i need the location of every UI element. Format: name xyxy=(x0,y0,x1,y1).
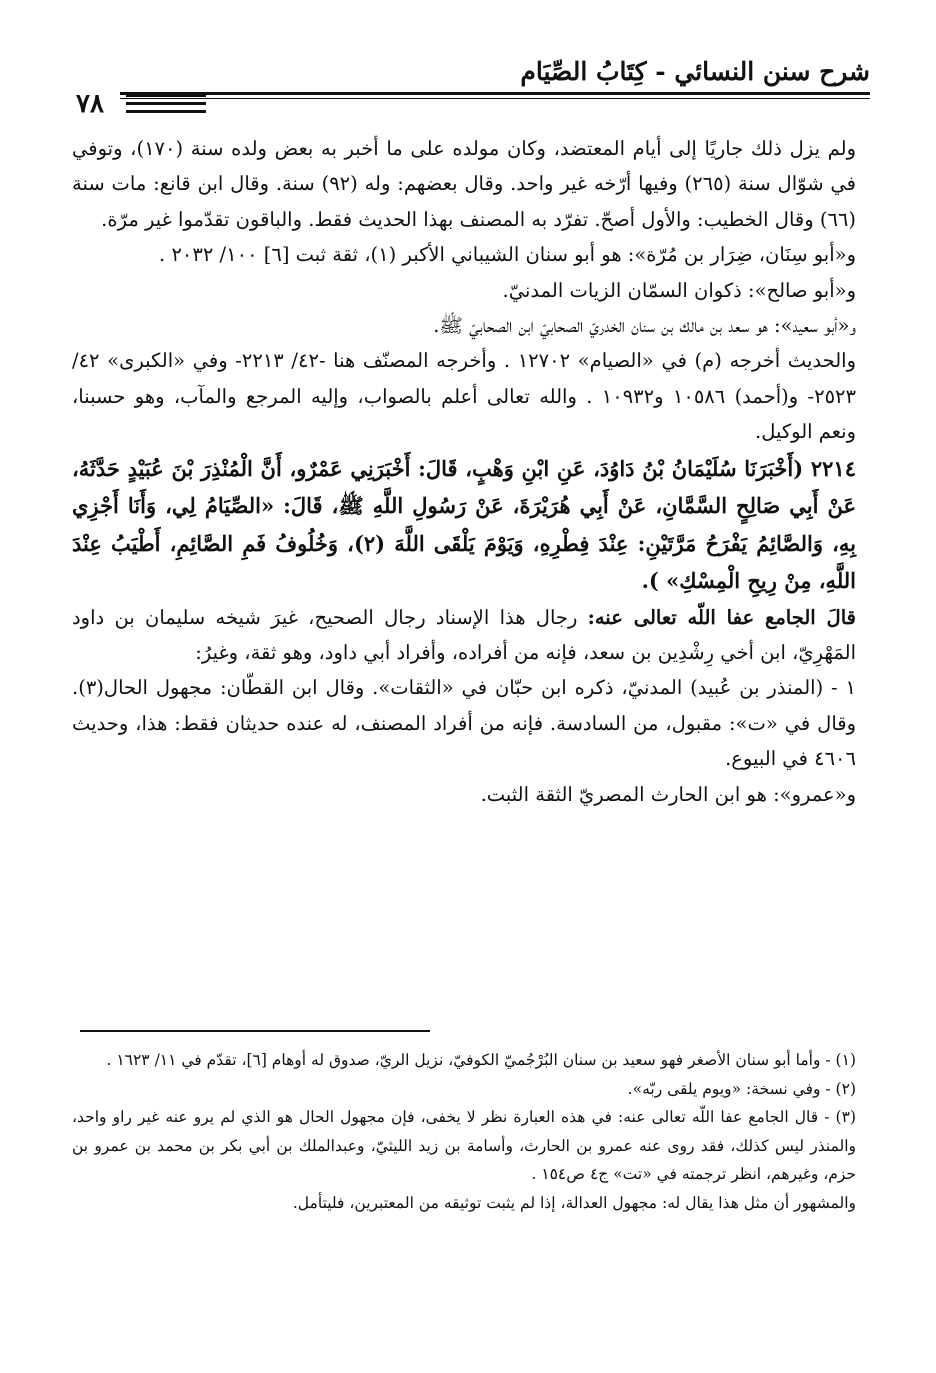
paragraph: و«أبو سِنَان، ضِرَار بن مُرّة»: هو أبو سنان الشيباني الأكبر (١)، ثقة ثبت [٦] ١٠٠/ ٢٠٣٢ . xyxy=(159,243,856,267)
paragraph xyxy=(72,600,856,671)
paragraph: و«أبو صالح»: ذكوان السمّان الزيات المدنيّ. xyxy=(502,278,856,302)
footnote-3-continuation: والمشهور أن مثل هذا يقال له: مجهول العدالة، إذا لم يثبت توثيقه من المعتبرين، فليتأمل. xyxy=(292,1193,856,1212)
running-header-title: شرح سنن النسائي - كِتَابُ الصِّيَام xyxy=(520,57,870,86)
paragraph: و«أبو سعيد»: هو سعد بن مالك بن سنان الخدريّ الصحابيّ ابن الصحابيّ ﷺ. xyxy=(433,314,856,338)
paragraph: ١ - (المنذر بن عُبيد) المدنيّ، ذكره ابن حبّان في «الثقات». وقال ابن القطّان: مجهول الحال(٣). وقال في «ت»: مقبول، من السادسة. فإنه من أفراد المصنف، له عنده حديثان فقط: هذا، وحديث ٤٦٠٦ في البيوع. xyxy=(72,676,856,771)
author-note-lead: قالَ الجامع عفا اللّه تعالى عنه: xyxy=(587,605,856,629)
main-text xyxy=(72,131,856,812)
footnote-3: (٣) - قال الجامع عفا اللّه تعالى عنه: في هذه العبارة نظر لا يخفى، فإن مجهول الحال هو الذي لم يرو عنه غير راو واحد، والمنذر ليس كذلك، فقد روى عنه عمرو بن الحارث، وأسامة بن زيد الليثيّ، وعبدالملك بن أبي بكر بن محمد بن عمرو بن حزم، وغيرهم، انظر ترجمته في «تت» ج٤ ص١٥٤ . xyxy=(72,1108,856,1184)
paragraph-text: رجال هذا الإسناد رجال الصحيح، غيرَ شيخه سليمان بن داود المَهْرِيّ، ابن أخي رِشْدِين بن سعد، فإنه من أفراده، وأفراد أبي داود، وهو ثقة، وغيرُ: xyxy=(72,605,856,665)
paragraph: ولم يزل ذلك جاريًا إلى أيام المعتضد، وكان مولده على ما أخبر به بعض ولده سنة (١٧٠)، وتوفي في شوّال سنة (٢٦٥) وفيها أرّخه غير واحد. وقال بعضهم: وله (٩٢) سنة. وقال ابن قانع: مات سنة (٦٦) وقال الخطيب: والأول أصحّ. تفرّد به المصنف بهذا الحديث فقط. والباقون تقدّموا غير مرّة. xyxy=(72,137,857,231)
page-number-rule xyxy=(126,110,206,113)
paragraph: و«عمرو»: هو ابن الحارث المصريّ الثقة الثبت. xyxy=(480,782,856,806)
footnote-rule xyxy=(80,1030,430,1032)
page-number: ٧٨ xyxy=(60,86,120,122)
paragraph: والحديث أخرجه (م) في «الصيام» ١٢٧٠٢ . وأخرجه المصنّف هنا -٤٢/ ٢٢١٣- وفي «الكبرى» ٤٢/ ٢٥٢٣- و(أحمد) ١٠٥٨٦ و١٠٩٣٢ . والله تعالى أعلم بالصواب، وإليه المرجع والمآب، وهو حسبنا، ونعم الوكيل. xyxy=(72,349,857,444)
hadith-text: ٢٢١٤ (أَخْبَرَنَا سُلَيْمَانُ بْنُ دَاوُدَ، عَنِ ابْنِ وَهْبٍ، قَالَ: أَخْبَرَنِي عَمْرٌو، أَنَّ الْمُنْذِرَ بْنَ عُبَيْدٍ حَدَّثَهُ، عَنْ أَبِي صَالِحٍ السَّمَّانِ، عَنْ أَبِي هُرَيْرَةَ، عَنْ رَسُولِ اللَّهِ ﷺ، قَالَ: «الصِّيَامُ لِي، وَأَنَا أَجْزِي بِهِ، وَالصَّائِمُ يَفْرَحُ مَرَّتَيْنِ: عِنْدَ فِطْرِهِ، وَيَوْمَ يَلْقَى اللَّهَ (٢)، وَخُلُوفُ فَمِ الصَّائِمِ، أَطْيَبُ عِنْدَ اللَّهِ، مِنْ رِيحِ الْمِسْكِ» ). xyxy=(72,455,856,594)
page-number-rule xyxy=(126,94,206,97)
page-number-block xyxy=(60,86,310,126)
footnotes xyxy=(72,1046,856,1218)
footnote-2: (٢) - وفي نسخة: «ويوم يلقى ربّه». xyxy=(627,1079,856,1098)
page-number-rule xyxy=(126,102,206,105)
footnote-1: (١) - وأما أبو سنان الأصغر فهو سعيد بن سنان البُرْجُميّ الكوفيّ، نزيل الريّ، صدوق له أوهام [٦]، تقدّم في ١١/ ١٦٢٣ . xyxy=(106,1051,856,1069)
